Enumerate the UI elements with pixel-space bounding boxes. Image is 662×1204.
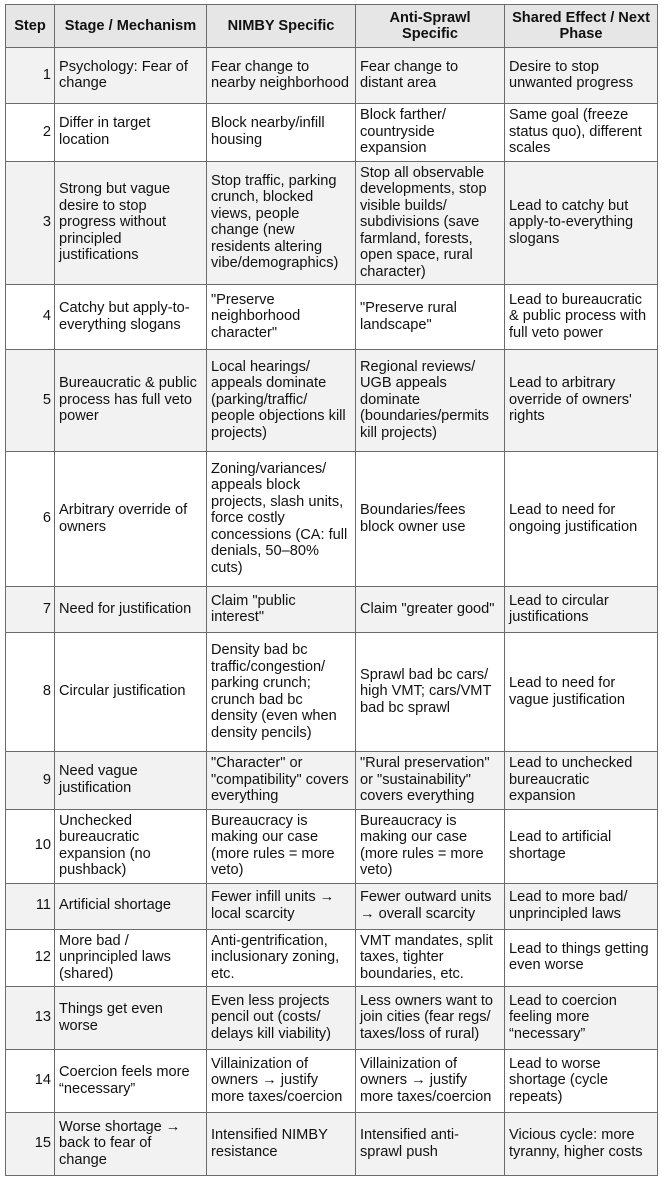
cell-shared: Lead to more bad/ unprincipled laws	[505, 883, 658, 929]
cell-anti-sprawl: Block farther/ countryside expansion	[356, 104, 505, 162]
cell-anti-sprawl: Bureaucracy is making our case (more rules = more veto)	[356, 809, 505, 883]
cell-nimby: Bureaucracy is making our case (more rules = more veto)	[207, 809, 356, 883]
cell-stage: More bad / unprincipled laws (shared)	[55, 929, 207, 987]
table-body	[6, 48, 658, 1176]
cell-nimby: Intensified NIMBY resistance	[207, 1113, 356, 1176]
cell-shared: Desire to stop unwanted progress	[505, 48, 658, 104]
header-stage: Stage / Mechanism	[55, 5, 207, 48]
cell-shared: Vicious cycle: more tyranny, higher costs	[505, 1113, 658, 1176]
cell-shared: Lead to worse shortage (cycle repeats)	[505, 1050, 658, 1113]
cell-nimby: Even less projects pencil out (costs/ delays kill viability)	[207, 987, 356, 1050]
table-row	[6, 285, 658, 350]
cell-nimby: Fewer infill units → local scarcity	[207, 883, 356, 929]
cell-step: 11	[6, 883, 55, 929]
header-shared: Shared Effect / Next Phase	[505, 5, 658, 48]
cell-nimby: Fear change to nearby neighborhood	[207, 48, 356, 104]
cell-step: 4	[6, 285, 55, 350]
cell-nimby: Density bad bc traffic/congestion/ parking crunch; crunch bad bc density (even when density pencils)	[207, 633, 356, 752]
cell-stage: Strong but vague desire to stop progress without principled justifications	[55, 161, 207, 285]
cell-shared: Lead to arbitrary override of owners' rights	[505, 350, 658, 452]
cell-shared: Lead to unchecked bureaucratic expansion	[505, 752, 658, 810]
table-row	[6, 452, 658, 587]
cell-step: 15	[6, 1113, 55, 1176]
cell-nimby: Anti-gentrification, inclusionary zoning, etc.	[207, 929, 356, 987]
table-row	[6, 1050, 658, 1113]
cell-shared: Lead to catchy but apply-to-everything slogans	[505, 161, 658, 285]
cell-anti-sprawl: Intensified anti-sprawl push	[356, 1113, 505, 1176]
cell-nimby: Villainization of owners → justify more taxes/coercion	[207, 1050, 356, 1113]
cell-stage: Unchecked bureaucratic expansion (no pushback)	[55, 809, 207, 883]
table-row	[6, 883, 658, 929]
cell-stage: Arbitrary override of owners	[55, 452, 207, 587]
cell-stage: Things get even worse	[55, 987, 207, 1050]
cell-nimby: Claim "public interest"	[207, 587, 356, 633]
cell-nimby: "Character" or "compatibility" covers everything	[207, 752, 356, 810]
cell-anti-sprawl: Fewer outward units → overall scarcity	[356, 883, 505, 929]
cell-step: 1	[6, 48, 55, 104]
cell-nimby: Local hearings/ appeals dominate (parking/traffic/ people objections kill projects)	[207, 350, 356, 452]
cell-shared: Same goal (freeze status quo), different scales	[505, 104, 658, 162]
table-row	[6, 48, 658, 104]
cell-step: 10	[6, 809, 55, 883]
cell-step: 8	[6, 633, 55, 752]
cell-anti-sprawl: Less owners want to join cities (fear regs/ taxes/loss of rural)	[356, 987, 505, 1050]
cell-step: 2	[6, 104, 55, 162]
cell-stage: Need vague justification	[55, 752, 207, 810]
cell-anti-sprawl: Claim "greater good"	[356, 587, 505, 633]
cell-step: 12	[6, 929, 55, 987]
cell-stage: Catchy but apply-to-everything slogans	[55, 285, 207, 350]
cell-stage: Circular justification	[55, 633, 207, 752]
cell-anti-sprawl: "Rural preservation" or "sustainability" covers everything	[356, 752, 505, 810]
table-row	[6, 809, 658, 883]
table-row	[6, 161, 658, 285]
cell-shared: Lead to things getting even worse	[505, 929, 658, 987]
cell-nimby: Stop traffic, parking crunch, blocked views, people change (new residents altering vibe/demographics)	[207, 161, 356, 285]
cell-step: 6	[6, 452, 55, 587]
cell-stage: Differ in target location	[55, 104, 207, 162]
table-row	[6, 752, 658, 810]
cell-stage: Psychology: Fear of change	[55, 48, 207, 104]
cell-step: 5	[6, 350, 55, 452]
cell-anti-sprawl: Fear change to distant area	[356, 48, 505, 104]
header-row	[6, 5, 658, 48]
table-row	[6, 104, 658, 162]
cell-stage: Coercion feels more “necessary”	[55, 1050, 207, 1113]
cell-nimby: Block nearby/infill housing	[207, 104, 356, 162]
cell-step: 13	[6, 987, 55, 1050]
cell-shared: Lead to artificial shortage	[505, 809, 658, 883]
table-row	[6, 929, 658, 987]
cell-shared: Lead to need for ongoing justification	[505, 452, 658, 587]
header-anti-sprawl: Anti-Sprawl Specific	[356, 5, 505, 48]
cell-step: 3	[6, 161, 55, 285]
cell-anti-sprawl: VMT mandates, split taxes, tighter boundaries, etc.	[356, 929, 505, 987]
cell-stage: Artificial shortage	[55, 883, 207, 929]
cell-nimby: "Preserve neighborhood character"	[207, 285, 356, 350]
cell-step: 14	[6, 1050, 55, 1113]
cell-anti-sprawl: Sprawl bad bc cars/ high VMT; cars/VMT bad bc sprawl	[356, 633, 505, 752]
table-row	[6, 1113, 658, 1176]
table-row	[6, 633, 658, 752]
cell-step: 7	[6, 587, 55, 633]
cell-shared: Lead to coercion feeling more “necessary”	[505, 987, 658, 1050]
table-row	[6, 350, 658, 452]
cell-stage: Bureaucratic & public process has full veto power	[55, 350, 207, 452]
cell-stage: Worse shortage → back to fear of change	[55, 1113, 207, 1176]
cell-shared: Lead to bureaucratic & public process with full veto power	[505, 285, 658, 350]
cell-stage: Need for justification	[55, 587, 207, 633]
cell-shared: Lead to need for vague justification	[505, 633, 658, 752]
cell-anti-sprawl: Villainization of owners → justify more taxes/coercion	[356, 1050, 505, 1113]
header-step: Step	[6, 5, 55, 48]
comparison-table	[5, 4, 658, 1176]
cell-shared: Lead to circular justifications	[505, 587, 658, 633]
cell-step: 9	[6, 752, 55, 810]
cell-nimby: Zoning/variances/ appeals block projects, slash units, force costly concessions (CA: full denials, 50–80% cuts)	[207, 452, 356, 587]
cell-anti-sprawl: Regional reviews/ UGB appeals dominate (boundaries/permits kill projects)	[356, 350, 505, 452]
cell-anti-sprawl: Stop all observable developments, stop visible builds/ subdivisions (save farmland, forests, open space, rural character)	[356, 161, 505, 285]
header-nimby: NIMBY Specific	[207, 5, 356, 48]
cell-anti-sprawl: Boundaries/fees block owner use	[356, 452, 505, 587]
table-row	[6, 587, 658, 633]
table-row	[6, 987, 658, 1050]
cell-anti-sprawl: "Preserve rural landscape"	[356, 285, 505, 350]
